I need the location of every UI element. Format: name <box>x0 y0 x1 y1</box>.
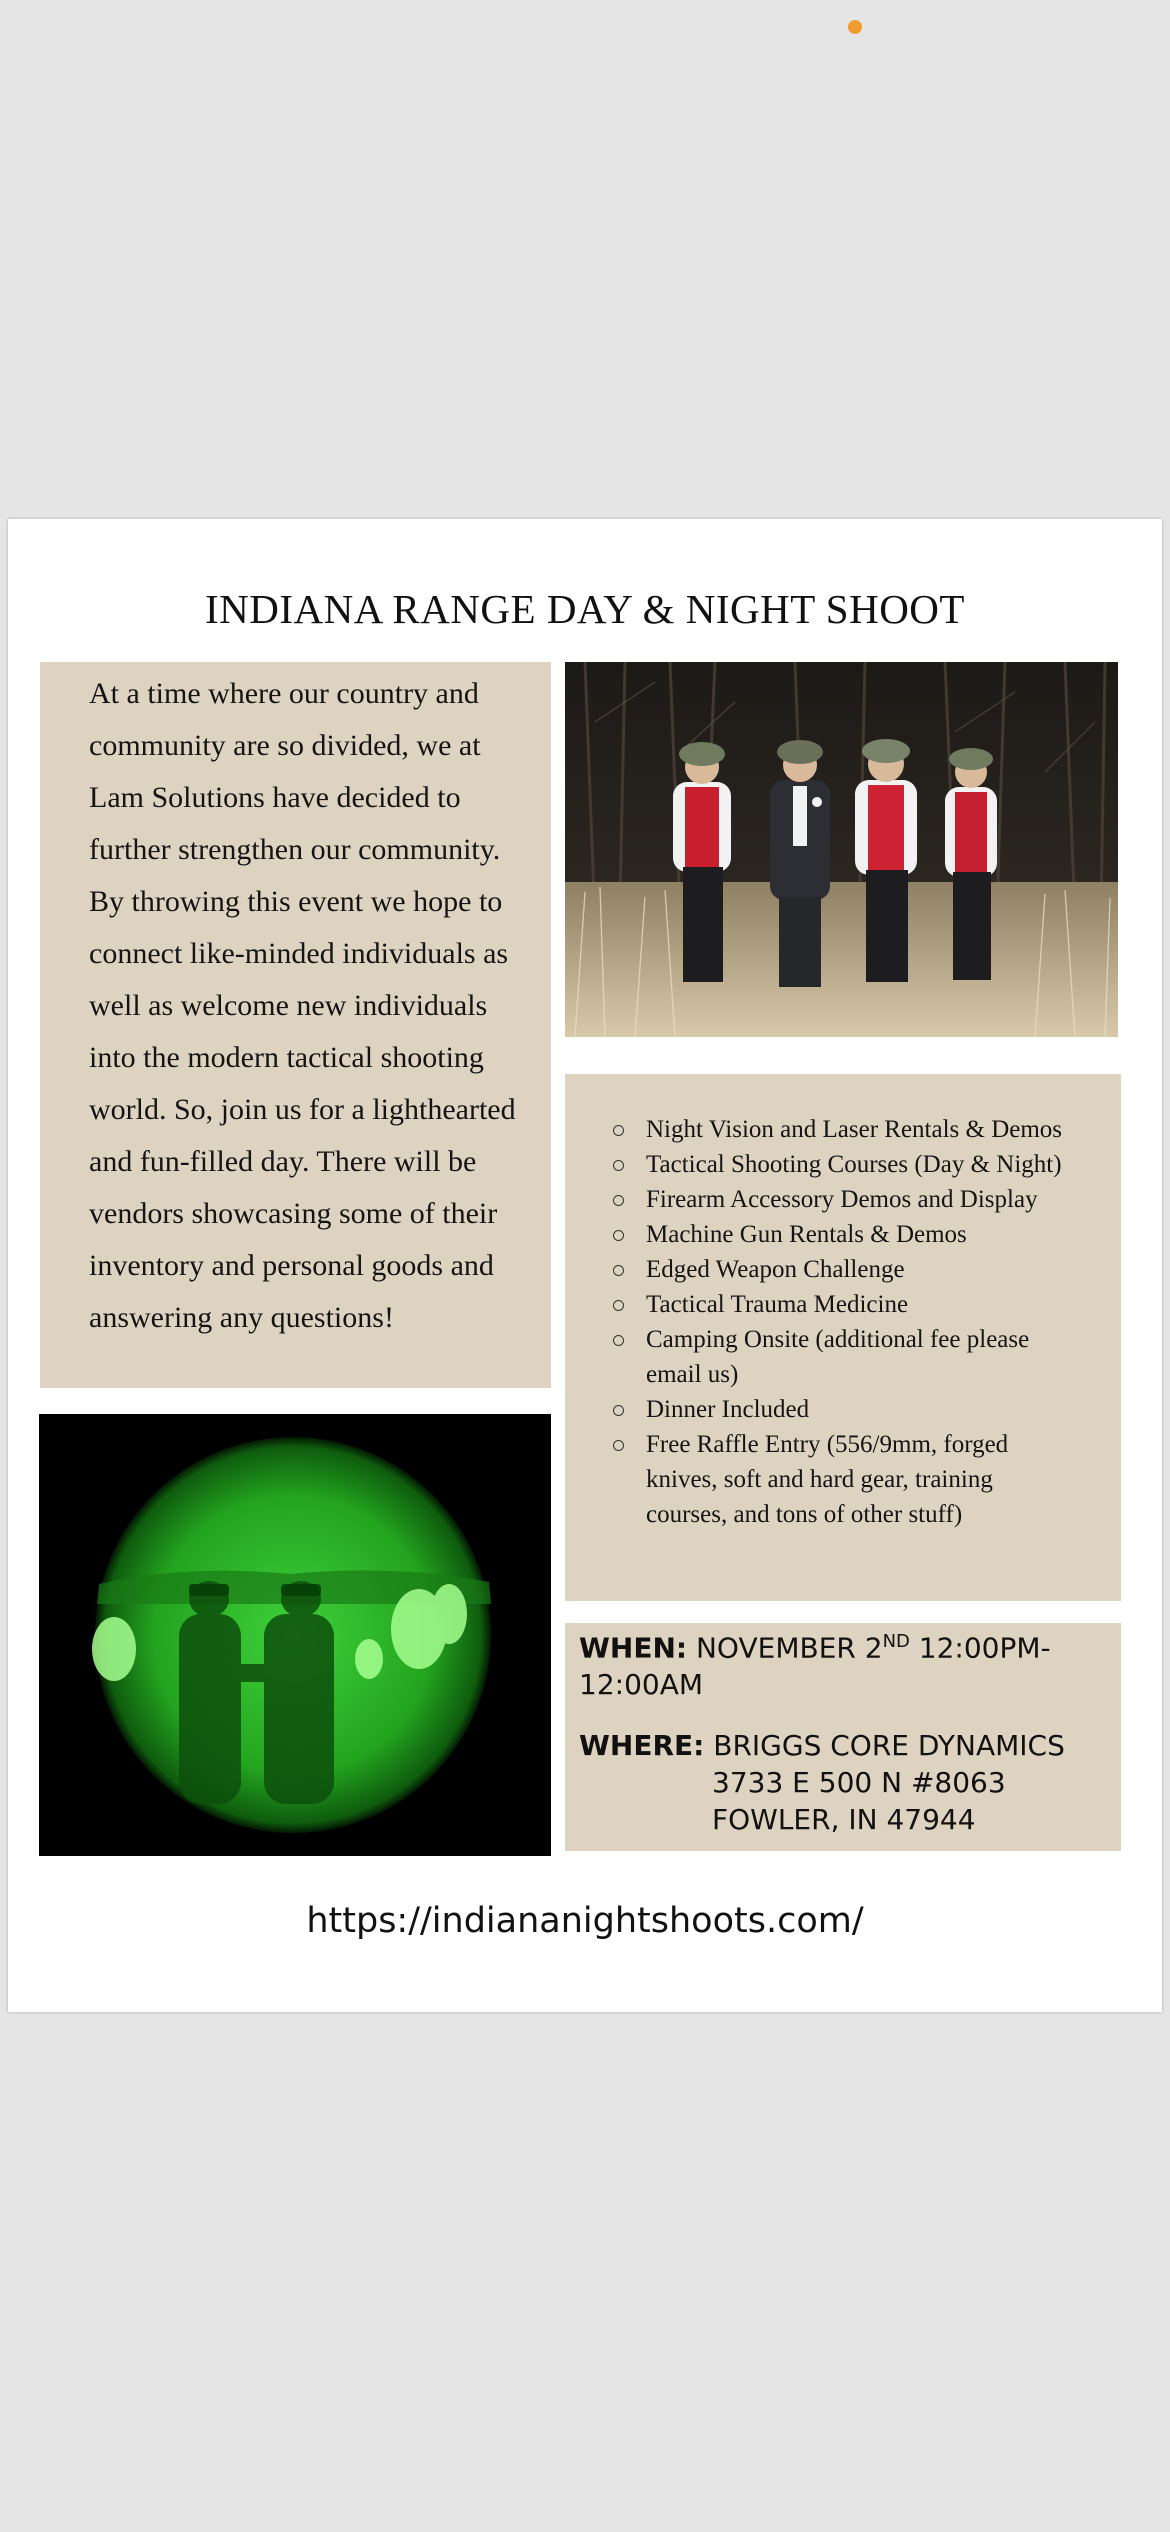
when-time-start: 12:00PM- <box>918 1631 1051 1665</box>
where-venue: BRIGGS CORE DYNAMICS <box>713 1729 1065 1762</box>
intro-line: By throwing this event we hope to <box>89 885 503 918</box>
feature-item <box>613 1112 1113 1147</box>
where-label: WHERE: <box>579 1729 705 1762</box>
features-panel <box>565 1074 1121 1601</box>
flyer-image[interactable] <box>8 519 1162 2012</box>
intro-line: At a time where our country and <box>89 677 479 710</box>
feature-item-text: Firearm Accessory Demos and Display <box>646 1186 1038 1213</box>
when-date-suffix: ND <box>882 1631 910 1652</box>
feature-item-text: Dinner Included <box>646 1396 810 1423</box>
intro-line: further strengthen our community. <box>89 833 501 866</box>
event-details-panel <box>565 1623 1121 1851</box>
intro-panel <box>40 662 551 1388</box>
feature-item-text: Night Vision and Laser Rentals & Demos <box>646 1116 1063 1143</box>
intro-line: connect like-minded individuals as <box>89 937 509 970</box>
night-vision-illustration <box>39 1414 551 1856</box>
feature-item-text: Machine Gun Rentals & Demos <box>646 1221 967 1248</box>
feature-item <box>613 1287 1113 1322</box>
intro-line: and fun-filled day. There will be <box>89 1145 477 1178</box>
event-website-url[interactable]: https://indiananightshoots.com/ <box>306 1901 864 1941</box>
feature-item-text: Tactical Shooting Courses (Day & Night) <box>646 1151 1062 1178</box>
where-city: FOWLER, IN 47944 <box>712 1803 976 1836</box>
where-street: 3733 E 500 N #8063 <box>712 1766 1006 1799</box>
feature-item <box>613 1217 1113 1252</box>
intro-line: into the modern tactical shooting <box>89 1041 484 1074</box>
features-list <box>613 1112 1113 1532</box>
intro-line: well as welcome new individuals <box>89 989 488 1022</box>
flyer-title: INDIANA RANGE DAY & NIGHT SHOOT <box>205 586 965 632</box>
feature-item <box>613 1427 1113 1532</box>
feature-item-text: knives, soft and hard gear, training <box>646 1466 993 1493</box>
feature-item-text: Free Raffle Entry (556/9mm, forged <box>646 1431 1009 1458</box>
intro-line: community are so divided, we at <box>89 729 481 762</box>
night-vision-photo <box>39 1414 551 1856</box>
feature-item <box>613 1322 1113 1392</box>
group-photo <box>565 662 1118 1037</box>
group-photo-illustration <box>565 662 1118 1037</box>
feature-item-text: Tactical Trauma Medicine <box>646 1291 909 1318</box>
intro-line: vendors showcasing some of their <box>89 1197 498 1230</box>
intro-line: inventory and personal goods and <box>89 1249 494 1282</box>
when-date: NOVEMBER 2 <box>695 1631 883 1665</box>
feature-item <box>613 1147 1113 1182</box>
intro-line: answering any questions! <box>89 1301 394 1334</box>
intro-paragraph <box>89 668 539 1344</box>
feature-item <box>613 1182 1113 1217</box>
feature-item-text: Camping Onsite (additional fee please <box>646 1326 1030 1353</box>
feature-item <box>613 1392 1113 1427</box>
status-indicator-dot <box>848 20 862 34</box>
when-time-end: 12:00AM <box>579 1668 704 1701</box>
feature-item-text: email us) <box>646 1361 739 1388</box>
intro-line: Lam Solutions have decided to <box>89 781 461 814</box>
intro-line: world. So, join us for a lighthearted <box>89 1093 516 1126</box>
feature-item-text: courses, and tons of other stuff) <box>646 1501 963 1528</box>
feature-item <box>613 1252 1113 1287</box>
where-line-1 <box>579 1729 1065 1762</box>
feature-item-text: Edged Weapon Challenge <box>646 1256 905 1283</box>
when-line-1 <box>579 1631 1051 1664</box>
when-label: WHEN: <box>579 1631 688 1665</box>
